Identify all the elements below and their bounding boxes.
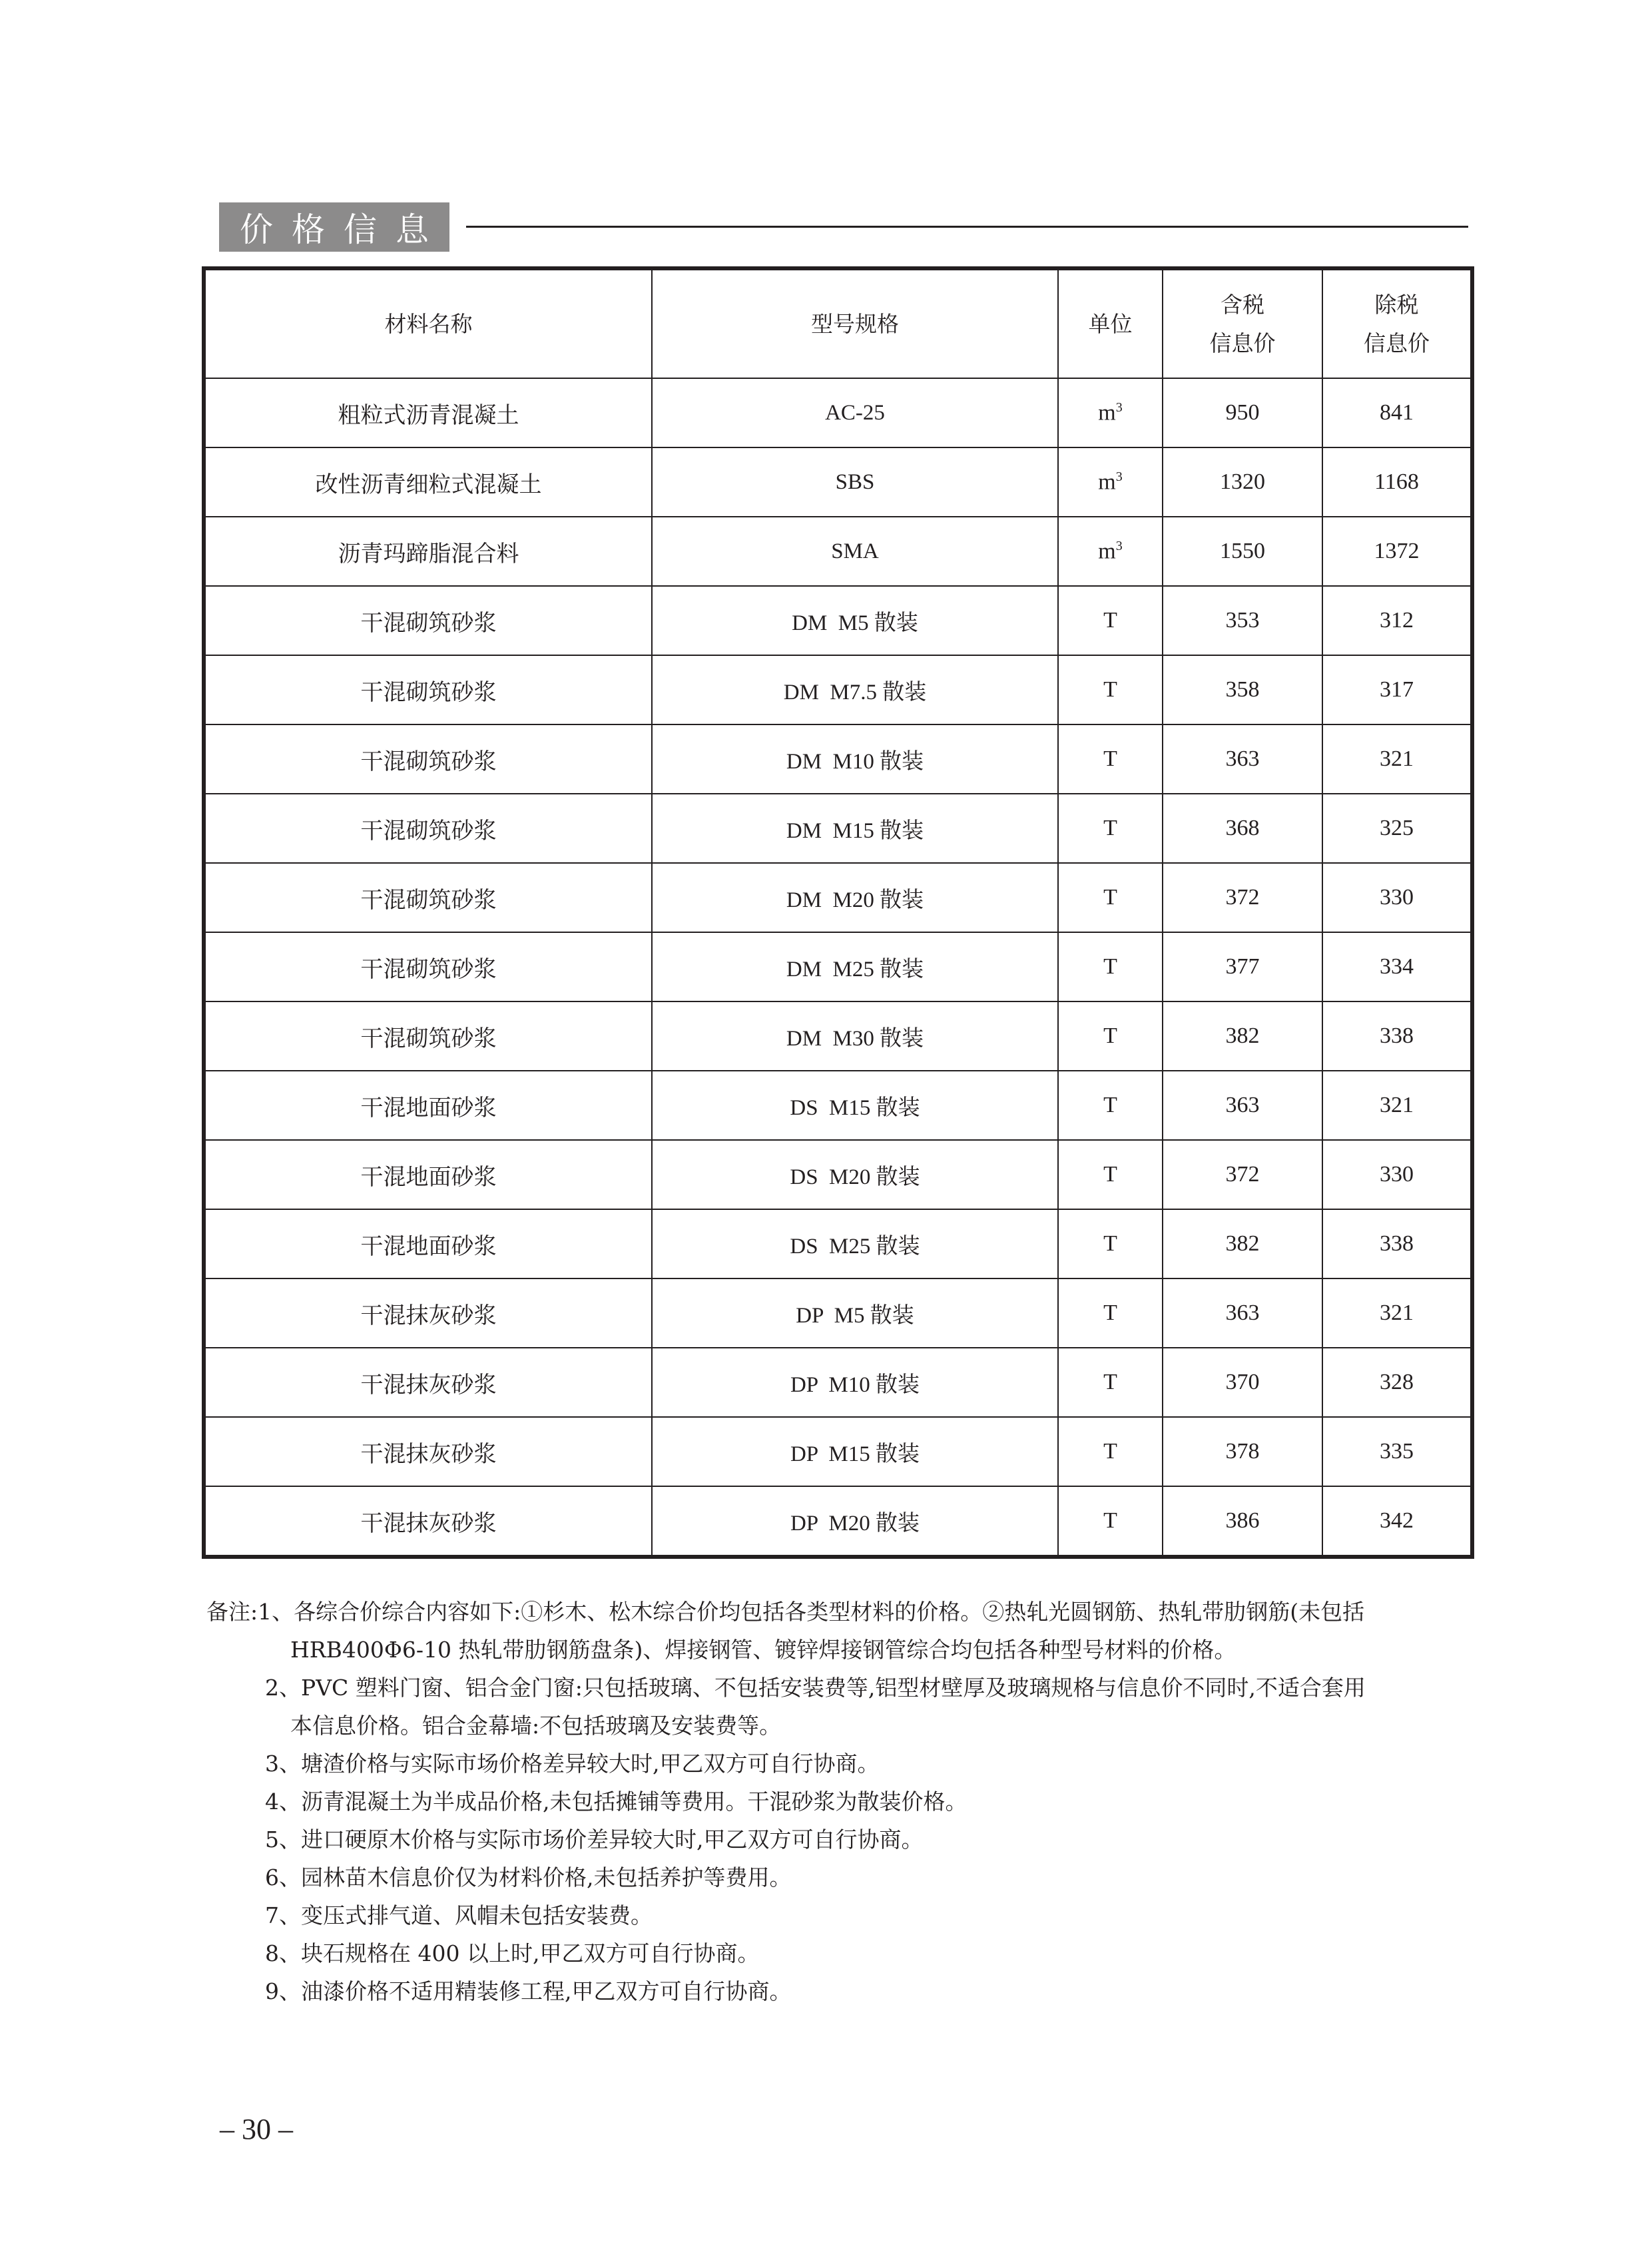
- cell-price-excl-tax-text: 335: [1380, 1439, 1414, 1464]
- table-row: [204, 1071, 1472, 1140]
- note-item: 7、变压式排气道、风帽未包括安装费。: [265, 1902, 653, 1928]
- note-item: 6、园林苗木信息价仅为材料价格,未包括养护等费用。: [265, 1864, 792, 1890]
- header-price-incl-tax-line1: 含税: [1221, 291, 1264, 318]
- note-continuation: 本信息价格。铝合金幕墙:不包括玻璃及安装费等。: [290, 1713, 782, 1739]
- cell-price-excl-tax-text: 841: [1380, 400, 1414, 425]
- cell-price-incl-tax: [1163, 1348, 1322, 1417]
- cell-material-name: [204, 794, 652, 863]
- table-row: [204, 378, 1472, 447]
- cell-price-excl-tax-text: 317: [1380, 677, 1414, 702]
- cell-unit-text: T: [1103, 1370, 1117, 1394]
- cell-spec: [652, 1417, 1058, 1486]
- cell-material-name-text: 干混砌筑砂浆: [360, 679, 497, 706]
- cell-unit: [1058, 1209, 1163, 1278]
- header-price-excl-tax-line2: 信息价: [1364, 330, 1430, 356]
- cell-price-incl-tax-text: 363: [1225, 746, 1260, 771]
- cell-price-excl-tax-text: 1168: [1374, 469, 1419, 494]
- cell-spec-text: DS M25 散装: [790, 1234, 920, 1259]
- cell-material-name: [204, 1071, 652, 1140]
- cell-material-name-text: 干混砌筑砂浆: [360, 886, 497, 914]
- header-price-excl-tax-line1: 除税: [1374, 291, 1419, 318]
- cell-price-excl-tax: [1322, 586, 1472, 655]
- cell-spec-text: DM M5 散装: [792, 611, 918, 635]
- cell-price-incl-tax-text: 377: [1225, 954, 1260, 979]
- cell-price-incl-tax-text: 382: [1225, 1231, 1260, 1256]
- cell-spec: [652, 1001, 1058, 1071]
- cell-material-name-text: 干混抹灰砂浆: [360, 1510, 497, 1537]
- cell-material-name-text: 干混抹灰砂浆: [360, 1371, 497, 1398]
- cell-material-name: [204, 1348, 652, 1417]
- cell-price-incl-tax: [1163, 1209, 1322, 1278]
- cell-price-incl-tax-text: 358: [1225, 677, 1260, 702]
- price-table: [202, 266, 1474, 1559]
- cell-material-name-text: 沥青玛蹄脂混合料: [338, 540, 519, 567]
- table-row: [204, 794, 1472, 863]
- table-row: [204, 1001, 1472, 1071]
- cell-unit: [1058, 517, 1163, 586]
- cell-spec-text: DP M10 散装: [790, 1372, 920, 1397]
- cell-unit-text: T: [1103, 608, 1117, 633]
- cell-unit-text: m: [1098, 469, 1116, 495]
- cell-material-name-text: 干混地面砂浆: [360, 1163, 497, 1191]
- note-item: 5、进口硬原木价格与实际市场价差异较大时,甲乙双方可自行协商。: [265, 1827, 924, 1852]
- cell-price-excl-tax: [1322, 1486, 1472, 1557]
- cell-price-incl-tax-text: 1550: [1220, 539, 1265, 563]
- cell-material-name: [204, 1486, 652, 1557]
- cell-material-name-text: 干混抹灰砂浆: [360, 1302, 497, 1329]
- cell-price-incl-tax-text: 370: [1225, 1370, 1260, 1394]
- cell-spec-text: DS M15 散装: [790, 1095, 920, 1120]
- cell-unit-text: T: [1103, 746, 1117, 771]
- cell-price-excl-tax: [1322, 1140, 1472, 1209]
- cell-material-name: [204, 447, 652, 517]
- cell-unit-text: m: [1098, 400, 1116, 425]
- unit-superscript: 3: [1115, 469, 1123, 484]
- cell-material-name: [204, 1417, 652, 1486]
- cell-material-name: [204, 1278, 652, 1348]
- table-row: [204, 1348, 1472, 1417]
- cell-spec-text: SMA: [831, 539, 879, 563]
- cell-spec: [652, 447, 1058, 517]
- cell-material-name: [204, 655, 652, 724]
- cell-unit-text: T: [1103, 1300, 1117, 1325]
- note-item: 备注:1、各综合价综合内容如下:①杉木、松木综合价均包括各类型材料的价格。②热轧光圆钢筋、热轧带肋钢筋(未包括: [206, 1599, 1365, 1625]
- cell-spec-text: DM M25 散装: [786, 957, 924, 982]
- header-price-excl-tax: [1322, 268, 1472, 378]
- cell-price-incl-tax: [1163, 932, 1322, 1001]
- cell-price-incl-tax: [1163, 586, 1322, 655]
- table-row: [204, 447, 1472, 517]
- note-item: 9、油漆价格不适用精装修工程,甲乙双方可自行协商。: [265, 1978, 792, 2004]
- cell-price-incl-tax-text: 363: [1225, 1300, 1260, 1325]
- cell-price-excl-tax: [1322, 1417, 1472, 1486]
- cell-price-incl-tax-text: 363: [1225, 1093, 1260, 1117]
- cell-spec-text: SBS: [835, 469, 875, 494]
- cell-spec: [652, 1209, 1058, 1278]
- cell-unit-text: T: [1103, 885, 1117, 910]
- table-body: [204, 378, 1472, 1557]
- cell-price-incl-tax: [1163, 863, 1322, 932]
- cell-spec: [652, 517, 1058, 586]
- cell-price-excl-tax: [1322, 1001, 1472, 1071]
- cell-price-incl-tax: [1163, 378, 1322, 447]
- cell-unit-text: T: [1103, 677, 1117, 702]
- cell-price-excl-tax-text: 338: [1380, 1231, 1414, 1256]
- cell-material-name-text: 干混砌筑砂浆: [360, 748, 497, 775]
- cell-material-name-text: 干混砌筑砂浆: [360, 956, 497, 983]
- cell-unit: [1058, 1417, 1163, 1486]
- header-spec-label: 型号规格: [811, 310, 899, 337]
- cell-price-incl-tax-text: 368: [1225, 816, 1260, 840]
- cell-spec-text: DP M15 散装: [790, 1442, 920, 1466]
- cell-spec: [652, 655, 1058, 724]
- table-row: [204, 517, 1472, 586]
- cell-price-excl-tax: [1322, 517, 1472, 586]
- cell-price-incl-tax: [1163, 724, 1322, 794]
- header-unit-label: 单位: [1088, 310, 1133, 337]
- header-material-name: [204, 268, 652, 378]
- table-row: [204, 1209, 1472, 1278]
- cell-price-incl-tax-text: 382: [1225, 1023, 1260, 1048]
- cell-unit-text: T: [1103, 1508, 1117, 1533]
- cell-unit: [1058, 655, 1163, 724]
- cell-spec: [652, 378, 1058, 447]
- cell-unit: [1058, 1486, 1163, 1557]
- cell-material-name: [204, 586, 652, 655]
- cell-price-excl-tax-text: 325: [1380, 816, 1414, 840]
- cell-unit: [1058, 863, 1163, 932]
- cell-spec-text: DM M10 散装: [786, 749, 924, 774]
- cell-material-name: [204, 1140, 652, 1209]
- cell-unit: [1058, 794, 1163, 863]
- table-row: [204, 655, 1472, 724]
- cell-spec-text: DM M7.5 散装: [783, 680, 927, 705]
- cell-unit-text: m: [1098, 539, 1116, 564]
- cell-unit: [1058, 932, 1163, 1001]
- cell-material-name-text: 干混砌筑砂浆: [360, 1025, 497, 1052]
- cell-material-name-text: 干混地面砂浆: [360, 1094, 497, 1121]
- cell-price-incl-tax-text: 378: [1225, 1439, 1260, 1464]
- header-material-name-label: 材料名称: [384, 310, 473, 337]
- cell-price-incl-tax-text: 353: [1225, 608, 1260, 633]
- cell-material-name: [204, 517, 652, 586]
- cell-unit: [1058, 447, 1163, 517]
- cell-price-excl-tax: [1322, 447, 1472, 517]
- cell-price-incl-tax-text: 372: [1225, 885, 1260, 910]
- cell-unit-text: T: [1103, 1231, 1117, 1256]
- cell-spec-text: DP M5 散装: [796, 1303, 914, 1328]
- cell-spec: [652, 932, 1058, 1001]
- cell-spec: [652, 794, 1058, 863]
- cell-unit-text: T: [1103, 816, 1117, 840]
- header-price-incl-tax-line2: 信息价: [1209, 330, 1276, 356]
- note-item: 8、块石规格在 400 以上时,甲乙双方可自行协商。: [265, 1940, 760, 1966]
- cell-price-incl-tax: [1163, 1278, 1322, 1348]
- cell-price-excl-tax-text: 330: [1380, 885, 1414, 910]
- cell-unit: [1058, 1071, 1163, 1140]
- cell-price-excl-tax-text: 321: [1380, 1300, 1414, 1325]
- cell-price-excl-tax-text: 338: [1380, 1023, 1414, 1048]
- cell-material-name: [204, 932, 652, 1001]
- cell-spec: [652, 1140, 1058, 1209]
- cell-price-excl-tax-text: 1372: [1374, 539, 1420, 563]
- cell-spec: [652, 1278, 1058, 1348]
- section-title: 价格信息: [219, 202, 449, 252]
- cell-spec: [652, 1348, 1058, 1417]
- cell-material-name-text: 干混砌筑砂浆: [360, 609, 497, 637]
- note-item: 4、沥青混凝土为半成品价格,未包括摊铺等费用。干混砂浆为散装价格。: [265, 1789, 967, 1815]
- cell-price-incl-tax-text: 1320: [1220, 469, 1265, 494]
- cell-unit-text: T: [1103, 1162, 1117, 1187]
- header-price-incl-tax: [1163, 268, 1322, 378]
- cell-material-name: [204, 1209, 652, 1278]
- note-item: 3、塘渣价格与实际市场价格差异较大时,甲乙双方可自行协商。: [265, 1751, 880, 1777]
- cell-price-excl-tax-text: 321: [1380, 746, 1414, 771]
- table-row: [204, 1278, 1472, 1348]
- note-item: 2、PVC 塑料门窗、铝合金门窗:只包括玻璃、不包括安装费等,铝型材壁厚及玻璃规格与信息价不同时,不适合套用: [265, 1675, 1366, 1701]
- cell-unit: [1058, 1278, 1163, 1348]
- cell-material-name-text: 干混抹灰砂浆: [360, 1440, 497, 1468]
- cell-price-incl-tax: [1163, 655, 1322, 724]
- table-row: [204, 1486, 1472, 1557]
- cell-price-excl-tax-text: 321: [1380, 1093, 1414, 1117]
- cell-spec-text: DM M15 散装: [786, 818, 924, 843]
- unit-superscript: 3: [1115, 400, 1123, 415]
- cell-spec: [652, 724, 1058, 794]
- cell-price-excl-tax: [1322, 863, 1472, 932]
- cell-price-excl-tax-text: 330: [1380, 1162, 1414, 1187]
- cell-spec: [652, 1071, 1058, 1140]
- cell-price-incl-tax-text: 386: [1225, 1508, 1260, 1533]
- cell-material-name: [204, 378, 652, 447]
- cell-unit-text: T: [1103, 954, 1117, 979]
- cell-unit-text: T: [1103, 1023, 1117, 1048]
- cell-spec-text: DM M20 散装: [786, 888, 924, 912]
- cell-material-name: [204, 724, 652, 794]
- cell-price-incl-tax: [1163, 517, 1322, 586]
- table-row: [204, 586, 1472, 655]
- section-rule-divider: [466, 226, 1468, 228]
- cell-price-incl-tax: [1163, 1486, 1322, 1557]
- cell-price-incl-tax: [1163, 1071, 1322, 1140]
- cell-unit: [1058, 724, 1163, 794]
- cell-material-name-text: 干混地面砂浆: [360, 1233, 497, 1260]
- cell-price-incl-tax: [1163, 1001, 1322, 1071]
- cell-price-incl-tax-text: 950: [1225, 400, 1260, 425]
- notes-section: [206, 1593, 1472, 2010]
- cell-price-excl-tax-text: 312: [1380, 608, 1414, 633]
- cell-unit-text: T: [1103, 1093, 1117, 1117]
- note-continuation: HRB400Φ6-10 热轧带肋钢筋盘条)、焊接钢管、镀锌焊接钢管综合均包括各种型号材料的价格。: [290, 1637, 1237, 1663]
- header-spec: [652, 268, 1058, 378]
- cell-price-excl-tax: [1322, 1278, 1472, 1348]
- cell-material-name: [204, 1001, 652, 1071]
- cell-material-name-text: 干混砌筑砂浆: [360, 817, 497, 844]
- cell-price-incl-tax: [1163, 1417, 1322, 1486]
- cell-unit: [1058, 586, 1163, 655]
- cell-unit: [1058, 378, 1163, 447]
- table-row: [204, 724, 1472, 794]
- cell-price-excl-tax: [1322, 794, 1472, 863]
- table-header-row: [204, 268, 1472, 378]
- cell-material-name-text: 改性沥青细粒式混凝土: [315, 471, 542, 498]
- cell-spec-text: AC-25: [825, 400, 885, 425]
- cell-unit: [1058, 1348, 1163, 1417]
- table-row: [204, 863, 1472, 932]
- cell-price-excl-tax: [1322, 1209, 1472, 1278]
- cell-spec-text: DM M30 散装: [786, 1026, 924, 1051]
- table-row: [204, 1417, 1472, 1486]
- cell-price-incl-tax: [1163, 447, 1322, 517]
- cell-spec: [652, 1486, 1058, 1557]
- unit-superscript: 3: [1115, 538, 1123, 553]
- cell-price-excl-tax: [1322, 655, 1472, 724]
- table-row: [204, 1140, 1472, 1209]
- cell-spec-text: DP M20 散装: [790, 1511, 920, 1536]
- cell-unit: [1058, 1140, 1163, 1209]
- page-number: – 30 –: [220, 2113, 293, 2145]
- cell-price-incl-tax-text: 372: [1225, 1162, 1260, 1187]
- cell-price-excl-tax: [1322, 724, 1472, 794]
- cell-price-excl-tax: [1322, 1348, 1472, 1417]
- cell-price-excl-tax-text: 334: [1380, 954, 1414, 979]
- cell-price-excl-tax-text: 342: [1380, 1508, 1414, 1533]
- cell-spec: [652, 586, 1058, 655]
- cell-material-name: [204, 863, 652, 932]
- cell-price-incl-tax: [1163, 794, 1322, 863]
- table-row: [204, 932, 1472, 1001]
- cell-spec: [652, 863, 1058, 932]
- cell-price-incl-tax: [1163, 1140, 1322, 1209]
- cell-material-name-text: 粗粒式沥青混凝土: [338, 402, 519, 429]
- header-unit: [1058, 268, 1163, 378]
- cell-spec-text: DS M20 散装: [790, 1165, 920, 1189]
- cell-price-excl-tax: [1322, 932, 1472, 1001]
- cell-price-excl-tax-text: 328: [1380, 1370, 1414, 1394]
- cell-price-excl-tax: [1322, 1071, 1472, 1140]
- cell-price-excl-tax: [1322, 378, 1472, 447]
- cell-unit: [1058, 1001, 1163, 1071]
- cell-unit-text: T: [1103, 1439, 1117, 1464]
